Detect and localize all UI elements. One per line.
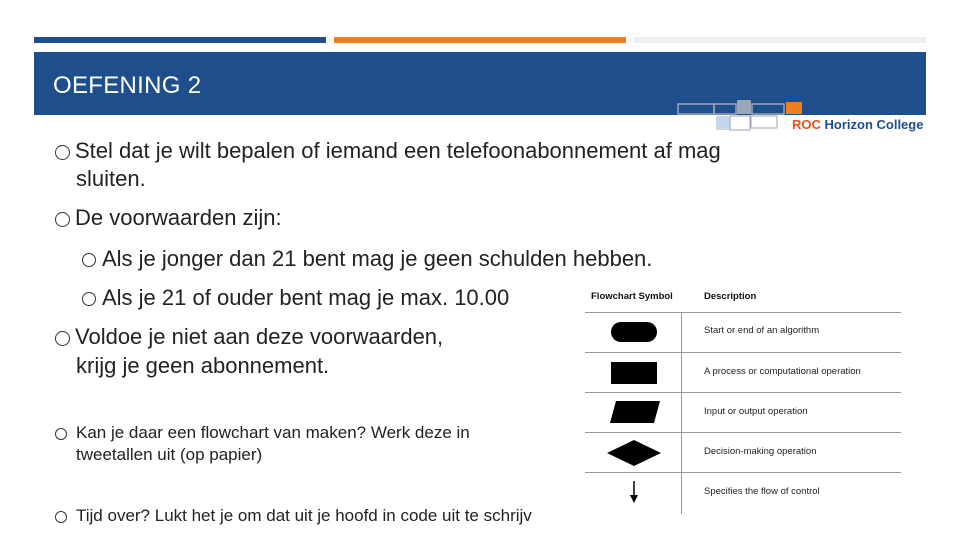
bullet-ring-icon <box>55 212 70 227</box>
bullet-text: Als je jonger dan 21 bent mag je geen schulden hebben. <box>102 246 653 271</box>
table-row <box>585 472 901 515</box>
flowchart-symbol-table <box>585 286 901 514</box>
table-row <box>585 312 901 353</box>
bullet-text: Kan je daar een flowchart van maken? Werk deze in <box>76 423 470 442</box>
bullet-item <box>55 323 443 351</box>
bullet-ring-icon <box>55 145 70 160</box>
bullet-text: tweetallen uit (op papier) <box>76 445 263 464</box>
table-cell-description: Start or end of an algorithm <box>704 325 820 336</box>
table-cell-description: Decision-making operation <box>704 446 817 457</box>
table-row <box>585 432 901 473</box>
table-row <box>585 392 901 433</box>
bullet-text: Voldoe je niet aan deze voorwaarden, <box>75 324 444 349</box>
flow-arrow-icon <box>585 473 681 515</box>
bullet-item <box>55 422 470 444</box>
bullet-item <box>55 137 721 165</box>
bullet-ring-icon <box>55 428 67 440</box>
accent-bar-grey <box>634 37 926 43</box>
accent-bar-blue <box>34 37 326 43</box>
table-row <box>585 352 901 393</box>
bullet-text: Stel dat je wilt bepalen of iemand een telefoonabonnement af mag <box>75 138 721 163</box>
logo-name: Horizon College <box>824 117 924 132</box>
logo-text <box>792 117 923 132</box>
table-header-symbol: Flowchart Symbol <box>591 291 673 302</box>
bullet-text: Als je 21 of ouder bent mag je max. 10.00 <box>102 285 510 310</box>
bullet-ring-icon <box>82 292 96 306</box>
decision-diamond-icon <box>585 433 681 473</box>
bullet-item <box>55 505 532 527</box>
process-rectangle-icon <box>585 353 681 393</box>
sub-bullet-item <box>82 245 652 273</box>
table-cell-description: Input or output operation <box>704 406 808 417</box>
bullet-text: sluiten. <box>76 166 146 191</box>
table-cell-description: Specifies the flow of control <box>704 486 820 497</box>
bullet-text: krijg je geen abonnement. <box>76 353 330 378</box>
logo-roc: ROC <box>792 117 821 132</box>
bullet-ring-icon <box>55 331 70 346</box>
terminal-symbol-icon <box>585 313 681 353</box>
slide-title: OEFENING 2 <box>53 72 202 99</box>
bullet-ring-icon <box>82 253 96 267</box>
bullet-text-continued <box>76 352 329 380</box>
table-header-description: Description <box>704 291 757 302</box>
bullet-ring-icon <box>55 511 67 523</box>
bullet-item <box>55 204 282 232</box>
bullet-text-continued <box>76 444 262 466</box>
bullet-text: Tijd over? Lukt het je om dat uit je hoofd in code uit te schrijv <box>76 506 532 525</box>
bullet-text: De voorwaarden zijn: <box>75 205 282 230</box>
bullet-text-continued <box>76 165 146 193</box>
accent-bar-orange <box>334 37 626 43</box>
sub-bullet-item <box>82 284 509 312</box>
input-output-parallelogram-icon <box>585 393 681 433</box>
table-cell-description: A process or computational operation <box>704 366 861 377</box>
